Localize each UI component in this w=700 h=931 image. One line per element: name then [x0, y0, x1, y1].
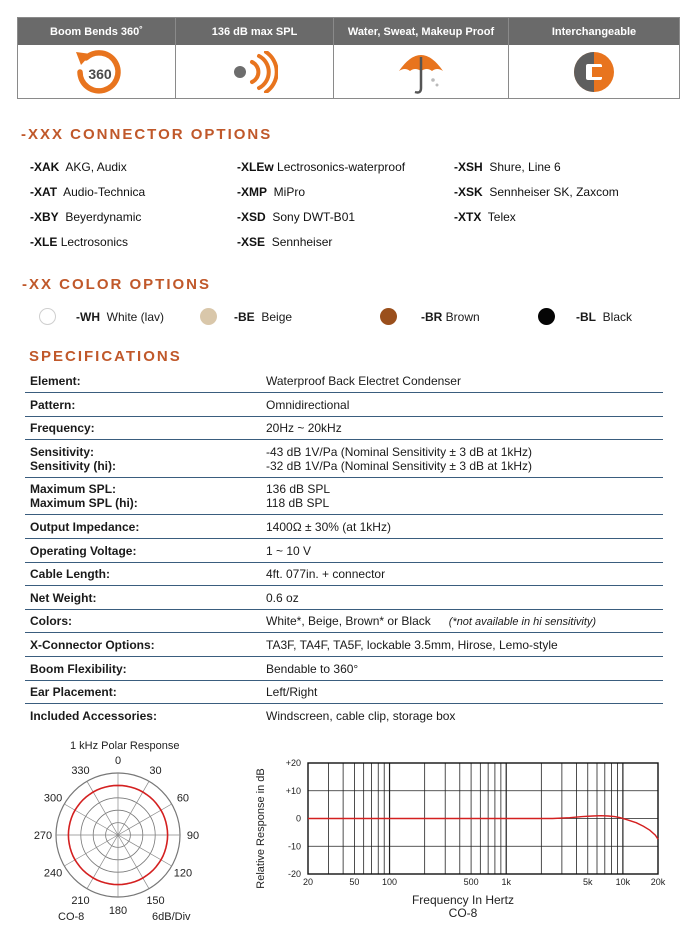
- connector-option: -XSE Sennheiser: [237, 235, 333, 249]
- spec-key: Operating Voltage:: [30, 543, 137, 558]
- spec-value: Windscreen, cable clip, storage box: [266, 708, 456, 723]
- spec-row: [25, 515, 663, 539]
- spec-row: [25, 633, 663, 657]
- polar-chart-title: 1 kHz Polar Response: [70, 740, 180, 752]
- connector-option: -XSD Sony DWT-B01: [237, 210, 356, 224]
- feature-interchangeable: [509, 18, 679, 98]
- spec-row: [25, 539, 663, 563]
- freq-x-tick-label: 20: [302, 877, 314, 887]
- color-option-black: -BL Black: [538, 308, 632, 325]
- specifications-table: [25, 370, 663, 727]
- spec-key: Colors:: [30, 614, 72, 628]
- spec-row: [25, 586, 663, 610]
- spec-value: 20Hz ~ 20kHz: [266, 421, 342, 435]
- spec-key: Element:: [30, 374, 81, 388]
- polar-angle-label: 30: [149, 765, 162, 778]
- spec-row: [25, 704, 663, 727]
- polar-chart-scale-label: 6dB/Div: [152, 911, 191, 923]
- color-option-beige: -BE Beige: [200, 308, 292, 325]
- spec-row: [25, 563, 663, 586]
- spec-value: Bendable to 360°: [266, 661, 359, 676]
- connector-option: -XAT Audio-Technica: [30, 185, 146, 199]
- spec-row: [25, 657, 663, 681]
- color-swatch: [39, 308, 56, 325]
- polar-response-chart: [23, 755, 223, 925]
- polar-grid-spoke: [118, 804, 172, 835]
- polar-grid-spoke: [64, 835, 118, 866]
- freq-response-line: [308, 816, 658, 840]
- spec-value: 1400Ω ± 30% (at 1kHz): [266, 519, 391, 534]
- umbrella-icon: [393, 47, 449, 97]
- frequency-response-chart: [248, 753, 678, 931]
- color-options-title: -XX COLOR OPTIONS: [22, 276, 212, 293]
- polar-angle-label: 150: [146, 894, 165, 907]
- feature-label: 136 dB max SPL: [176, 18, 333, 45]
- freq-y-tick-label: -20: [287, 869, 301, 879]
- polar-grid-spoke: [118, 835, 149, 889]
- freq-x-tick-label: 100: [382, 877, 398, 887]
- feature-label: Water, Sweat, Makeup Proof: [334, 18, 508, 45]
- spec-value: Waterproof Back Electret Condenser: [266, 374, 461, 388]
- spec-key: Pattern:: [30, 397, 76, 412]
- polar-angle-label: 180: [108, 905, 128, 917]
- polar-angle-label: 60: [176, 792, 190, 805]
- spec-value: TA3F, TA4F, TA5F, lockable 3.5mm, Hirose, Lemo-style: [266, 637, 558, 652]
- polar-angle-label: 120: [173, 867, 193, 880]
- freq-y-tick-label: +20: [285, 758, 301, 768]
- connector-option: -XSH Shure, Line 6: [454, 160, 561, 174]
- spec-key: Output Impedance:: [30, 519, 140, 534]
- connector-option: -XSK Sennheiser SK, Zaxcom: [454, 185, 619, 199]
- sound-waves-icon: [232, 51, 278, 93]
- color-swatch: [538, 308, 555, 325]
- polar-grid-spoke: [118, 835, 172, 866]
- polar-grid-spoke: [87, 781, 118, 835]
- spec-key: Included Accessories:: [30, 708, 157, 723]
- color-swatch: [200, 308, 217, 325]
- spec-row: [25, 417, 663, 440]
- connector-option: -XLE Lectrosonics: [30, 235, 129, 249]
- spec-row: [25, 610, 663, 633]
- spec-key: Frequency:: [30, 421, 95, 435]
- polar-angle-label: 270: [33, 830, 53, 842]
- freq-y-tick-label: 0: [295, 813, 301, 824]
- spec-value: 136 dB SPL 118 dB SPL: [266, 482, 331, 510]
- polar-grid-spoke: [64, 804, 118, 835]
- polar-angle-label: 330: [71, 765, 90, 778]
- rotate-360-icon: [72, 48, 122, 96]
- polar-chart-model-label: CO-8: [58, 911, 85, 923]
- freq-x-axis-label: Frequency In Hertz: [411, 893, 515, 907]
- freq-x-tick-label: 20k: [650, 877, 666, 887]
- feature-label: Interchangeable: [509, 18, 679, 45]
- feature-bar: [17, 17, 680, 99]
- spec-key: Boom Flexibility:: [30, 661, 127, 676]
- spec-key: Cable Length:: [30, 567, 110, 581]
- polar-grid-spoke: [118, 781, 149, 835]
- spec-row: [25, 478, 663, 515]
- polar-angle-label: 0: [114, 755, 122, 767]
- freq-x-tick-label: 50: [349, 877, 360, 887]
- spec-key: Maximum SPL: Maximum SPL (hi):: [30, 482, 138, 510]
- spec-row: [25, 370, 663, 393]
- freq-x-tick-label: 10k: [615, 877, 631, 887]
- connector-option: -XBY Beyerdynamic: [30, 210, 142, 224]
- connector-option: -XTX Telex: [454, 210, 516, 224]
- spec-row: [25, 681, 663, 704]
- polar-angle-label: 90: [186, 830, 200, 842]
- spec-key: Net Weight:: [30, 590, 97, 605]
- polar-angle-label: 210: [71, 894, 90, 907]
- spec-value: 0.6 oz: [266, 590, 299, 605]
- color-option-white: -WH White (lav): [39, 308, 164, 325]
- connector-icon: [571, 49, 617, 95]
- spec-key: Sensitivity: Sensitivity (hi):: [30, 444, 117, 473]
- connector-option: -XMP MiPro: [237, 185, 306, 199]
- freq-x-tick-label: 5k: [583, 877, 593, 887]
- freq-x-tick-label: 1k: [501, 877, 511, 887]
- spec-value: Omnidirectional: [266, 397, 350, 412]
- spec-value: White*, Beige, Brown* or Black (*not available in hi sensitivity): [266, 613, 597, 628]
- spec-key: X-Connector Options:: [30, 637, 155, 652]
- feature-waterproof: [334, 18, 509, 98]
- polar-grid-spoke: [87, 835, 118, 889]
- spec-key: Ear Placement:: [30, 685, 117, 699]
- spec-value: 4ft. 077in. + connector: [266, 567, 386, 581]
- spec-note: (*not available in hi sensitivity): [448, 615, 597, 628]
- feature-max-spl: [176, 18, 334, 98]
- connector-options-title: -XXX CONNECTOR OPTIONS: [21, 126, 273, 143]
- freq-y-axis-label: Relative Response in dB: [255, 768, 267, 889]
- spec-row: [25, 440, 663, 478]
- specifications-title: SPECIFICATIONS: [29, 348, 182, 365]
- polar-angle-label: 300: [43, 792, 63, 805]
- feature-boom-bends: [18, 18, 176, 98]
- freq-y-tick-label: -10: [287, 841, 301, 852]
- connector-option: -XLEw Lectrosonics-waterproof: [237, 160, 406, 174]
- color-option-brown: -BR Brown: [380, 308, 480, 325]
- connector-option: -XAK AKG, Audix: [30, 160, 127, 174]
- freq-x-axis-sublabel: CO-8: [448, 906, 478, 920]
- spec-value: -43 dB 1V/Pa (Nominal Sensitivity ± 3 dB at 1kHz) -32 dB 1V/Pa (Nominal Sensitivity ± 3 dB at 1kHz): [266, 444, 533, 473]
- freq-y-tick-label: +10: [285, 785, 301, 796]
- rotate-360-text: 360: [87, 65, 112, 82]
- polar-angle-label: 240: [43, 867, 63, 880]
- color-swatch: [380, 308, 397, 325]
- spec-value: 1 ~ 10 V: [266, 543, 312, 558]
- feature-label: Boom Bends 360˚: [18, 18, 175, 45]
- spec-row: [25, 393, 663, 417]
- freq-x-tick-label: 500: [463, 877, 479, 887]
- spec-value: Left/Right: [266, 685, 318, 699]
